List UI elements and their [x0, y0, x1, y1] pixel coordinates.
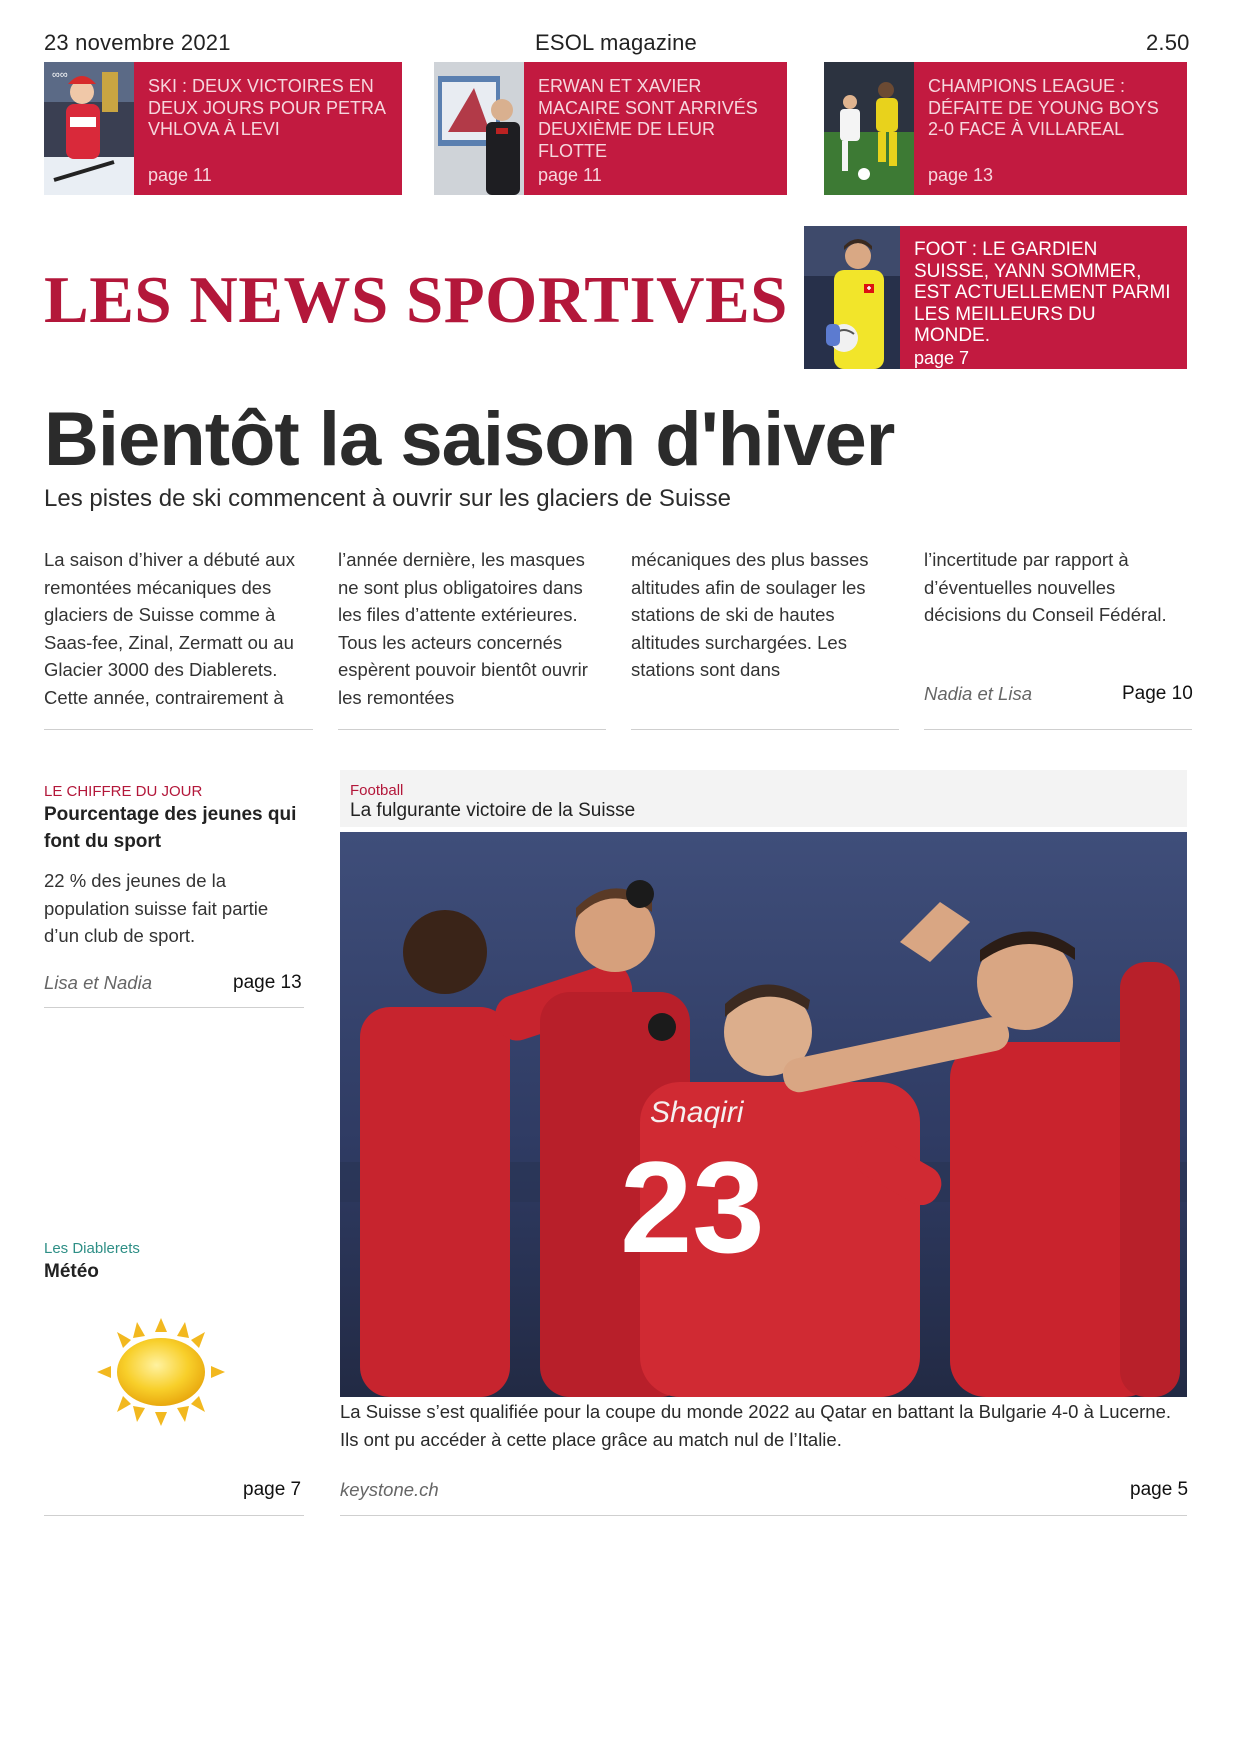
lead-column-1: La saison d’hiver a débuté aux remontées mécaniques des glaciers de Suisse comme à Saas-fee, Zinal, Zermatt ou au Glacier 3000 des Diablerets. Cette année, contrairement à	[44, 549, 295, 708]
teaser-page: page 7	[914, 347, 970, 368]
section-divider	[44, 1007, 304, 1008]
sun-icon	[97, 1318, 225, 1426]
teaser-card-sailing[interactable]	[434, 62, 787, 195]
lead-byline: Nadia et Lisa	[924, 683, 1032, 704]
football-kicker: Football	[350, 782, 404, 799]
teaser-card-goalkeeper[interactable]	[804, 226, 1187, 369]
jersey-number: 23	[620, 1134, 765, 1280]
teaser-page: page 11	[148, 164, 212, 185]
figure-body: 22 % des jeunes de la population suisse fait partie d’un club de sport.	[44, 870, 269, 947]
column-divider	[631, 729, 899, 730]
weather-title: Météo	[44, 1261, 99, 1282]
section-divider	[44, 1515, 304, 1516]
lead-headline: Bientôt la saison d'hiver	[44, 397, 895, 482]
teaser-card-champions-league[interactable]	[824, 62, 1187, 195]
column-divider	[338, 729, 606, 730]
figure-page-ref[interactable]: page 13	[233, 972, 302, 993]
jersey-name: Shaqiri	[650, 1096, 744, 1129]
weather-location: Les Diablerets	[44, 1240, 140, 1257]
football-title: La fulgurante victoire de la Suisse	[350, 800, 636, 821]
masthead: LES NEWS SPORTIVES	[44, 263, 788, 337]
football-page-ref[interactable]: page 5	[1130, 1479, 1189, 1500]
magazine-name: ESOL magazine	[535, 30, 697, 55]
figure-kicker: LE CHIFFRE DU JOUR	[44, 783, 203, 800]
sailor-photo	[434, 62, 524, 195]
teaser-page: page 11	[538, 164, 602, 185]
svg-text:∞∞: ∞∞	[52, 69, 68, 81]
football-match-photo	[824, 62, 914, 195]
lead-column-3: mécaniques des plus basses altitudes afin de soulager les stations de ski de hautes altitudes surchargées. Les stations sont dans	[631, 549, 869, 681]
teaser-title: CHAMPIONS LEAGUE : DÉFAITE DE YOUNG BOYS 2-0 FACE À VILLAREAL	[928, 76, 1159, 139]
column-divider	[44, 729, 313, 730]
photo-caption: La Suisse s’est qualifiée pour la coupe du monde 2022 au Qatar en battant la Bulgarie 4-0 à Lucerne. Ils ont pu accéder à cette place grâce au match nul de l’Italie.	[340, 1401, 1172, 1450]
issue-price: 2.50	[1146, 30, 1190, 55]
issue-date: 23 novembre 2021	[44, 30, 231, 55]
section-divider	[340, 1515, 1187, 1516]
weather-page-ref[interactable]: page 7	[243, 1479, 302, 1500]
skier-photo	[44, 62, 134, 195]
football-header	[340, 770, 1187, 827]
teaser-title: ERWAN ET XAVIER MACAIRE SONT ARRIVÉS DEUXIÈME DE LEUR FLOTTE	[538, 76, 758, 161]
lead-column-2: l’année dernière, les masques ne sont plus obligatoires dans les files d’attente extérieures. Tous les acteurs concernés espèrent pouvoir bientôt ouvrir les remontées	[338, 549, 588, 708]
teaser-page: page 13	[928, 164, 994, 185]
lead-column-4: l’incertitude par rapport à d’éventuelles nouvelles décisions du Conseil Fédéral.	[924, 549, 1167, 626]
team-celebration-photo	[340, 832, 1187, 1397]
column-divider	[924, 729, 1192, 730]
teaser-title: FOOT : LE GARDIEN SUISSE, YANN SOMMER, EST ACTUELLEMENT PARMI LES MEILLEURS DU MONDE.	[914, 239, 1171, 346]
teaser-card-ski[interactable]	[44, 62, 402, 195]
figure-title: Pourcentage des jeunes qui font du sport	[44, 804, 297, 852]
lead-subhead: Les pistes de ski commencent à ouvrir sur les glaciers de Suisse	[44, 485, 731, 512]
teaser-title: SKI : DEUX VICTOIRES EN DEUX JOURS POUR PETRA VHLOVA À LEVI	[148, 76, 386, 139]
photo-credit: keystone.ch	[340, 1479, 439, 1500]
figure-byline: Lisa et Nadia	[44, 972, 152, 993]
goalkeeper-photo	[804, 226, 900, 369]
lead-page-ref[interactable]: Page 10	[1122, 683, 1193, 704]
